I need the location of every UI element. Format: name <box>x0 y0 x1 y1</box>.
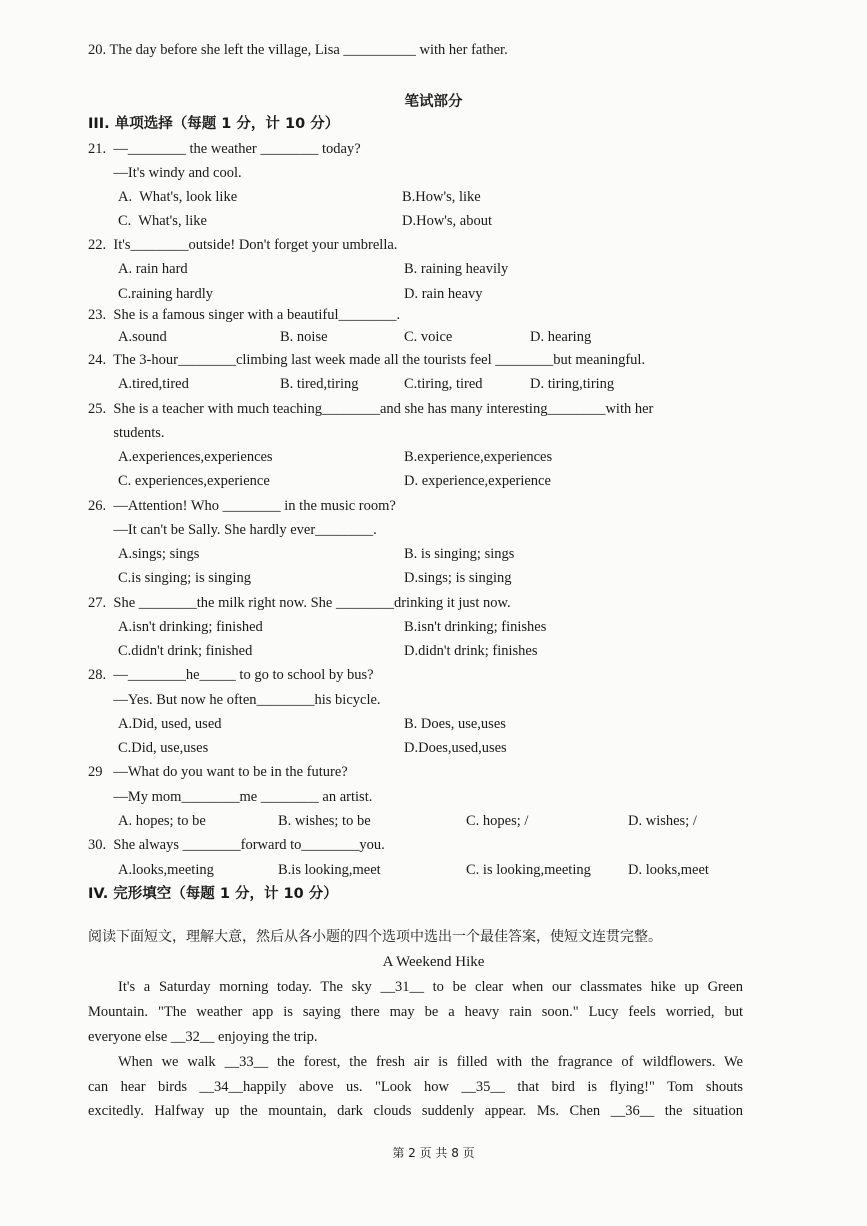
question-21-option-d: D.How's, about <box>402 213 493 229</box>
written-part-title: 笔试部分 <box>404 94 463 110</box>
question-29-option-b: B. wishes; to be <box>278 813 371 829</box>
section-3-title: III. 单项选择（每题 1 分，计 10 分） <box>88 116 340 132</box>
question-29-stem: 29 —What do you want to be in the future? <box>88 764 348 780</box>
question-30-option-c: C. is looking,meeting <box>466 862 591 878</box>
question-22-option-b: B. raining heavily <box>404 261 509 277</box>
question-24-option-b: B. tired,tiring <box>280 376 359 392</box>
question-26-option-b: B. is singing; sings <box>404 546 515 562</box>
question-27-option-d: D.didn't drink; finishes <box>404 643 538 659</box>
question-26-stem-2: —It can't be Sally. She hardly ever________. <box>88 522 377 538</box>
question-26-option-d: D.sings; is singing <box>404 570 512 586</box>
question-27-option-c: C.didn't drink; finished <box>118 643 253 659</box>
question-24-option-a: A.tired,tired <box>118 376 189 392</box>
question-25-option-d: D. experience,experience <box>404 473 551 489</box>
question-27-option-a: A.isn't drinking; finished <box>118 619 263 635</box>
passage-line: everyone else __32__ enjoying the trip. <box>88 1029 318 1045</box>
question-25-stem-2: students. <box>88 425 165 441</box>
question-25-option-c: C. experiences,experience <box>118 473 270 489</box>
question-28-stem: 28. —________he_____ to go to school by bus? <box>88 667 374 683</box>
question-28-option-a: A.Did, used, used <box>118 716 222 732</box>
question-22-option-d: D. rain heavy <box>404 286 483 302</box>
question-29-option-d: D. wishes; / <box>628 813 697 829</box>
question-23-option-a: A.sound <box>118 329 167 345</box>
question-28-option-d: D.Does,used,uses <box>404 740 507 756</box>
question-24-option-c: C.tiring, tired <box>404 376 483 392</box>
question-23-option-c: C. voice <box>404 329 453 345</box>
question-29-option-c: C. hopes; / <box>466 813 529 829</box>
question-25-option-a: A.experiences,experiences <box>118 449 273 465</box>
question-21-stem: 21. —________ the weather ________ today? <box>88 141 361 157</box>
question-29-option-a: A. hopes; to be <box>118 813 206 829</box>
question-22-stem: 22. It's________outside! Don't forget your umbrella. <box>88 237 398 253</box>
question-30-option-a: A.looks,meeting <box>118 862 214 878</box>
question-29-stem-2: —My mom________me ________ an artist. <box>88 789 373 805</box>
passage-line: It's a Saturday morning today. The sky __31__ to be clear when our classmates hike up Green <box>118 979 743 995</box>
passage-title: A Weekend Hike <box>382 954 485 970</box>
question-26-stem: 26. —Attention! Who ________ in the music room? <box>88 498 396 514</box>
question-28-option-b: B. Does, use,uses <box>404 716 506 732</box>
passage-line: excitedly. Halfway up the mountain, dark clouds suddenly appear. Ms. Chen __36__ the situation <box>88 1103 743 1119</box>
question-26-option-c: C.is singing; is singing <box>118 570 251 586</box>
passage-line: When we walk __33__ the forest, the fresh air is filled with the fragrance of wildflowers. We <box>118 1054 743 1070</box>
question-25-option-b: B.experience,experiences <box>404 449 553 465</box>
question-21-option-a: A. What's, look like <box>118 189 238 205</box>
passage-line: Mountain. "The weather app is saying there may be a heavy rain soon." Lucy feels worried, but <box>88 1004 743 1020</box>
question-28-stem-2: —Yes. But now he often________his bicycle. <box>88 692 381 708</box>
question-23-option-d: D. hearing <box>530 329 592 345</box>
question-23-stem: 23. She is a famous singer with a beautiful________. <box>88 307 401 323</box>
question-28-option-c: C.Did, use,uses <box>118 740 209 756</box>
question-27-option-b: B.isn't drinking; finishes <box>404 619 547 635</box>
question-22-option-c: C.raining hardly <box>118 286 214 302</box>
question-27-stem: 27. She ________the milk right now. She ________drinking it just now. <box>88 595 511 611</box>
cloze-instruction: 阅读下面短文，理解大意，然后从各小题的四个选项中选出一个最佳答案，使短文连贯完整。 <box>88 929 662 945</box>
page-number: 第 2 页 共 8 页 <box>392 1146 475 1160</box>
question-30-option-d: D. looks,meet <box>628 862 709 878</box>
question-24-stem: 24. The 3-hour________climbing last week made all the tourists feel ________but meaningful. <box>88 352 646 368</box>
question-21-option-b: B.How's, like <box>402 189 481 205</box>
question-21-option-c: C. What's, like <box>118 213 207 229</box>
question-21-stem-2: —It's windy and cool. <box>88 165 242 181</box>
question-30-option-b: B.is looking,meet <box>278 862 381 878</box>
section-4-title: IV. 完形填空（每题 1 分，计 10 分） <box>88 886 338 902</box>
question-23-option-b: B. noise <box>280 329 328 345</box>
question-24-option-d: D. tiring,tiring <box>530 376 615 392</box>
question-22-option-a: A. rain hard <box>118 261 188 277</box>
question-30-stem: 30. She always ________forward to________you. <box>88 837 385 853</box>
question-25-stem: 25. She is a teacher with much teaching________and she has many interesting________with her <box>88 401 654 417</box>
question-20: 20. The day before she left the village, Lisa __________ with her father. <box>88 42 508 58</box>
question-26-option-a: A.sings; sings <box>118 546 200 562</box>
passage-line: can hear birds __34__happily above us. "Look how __35__ that bird is flying!" Tom shouts <box>88 1079 743 1095</box>
